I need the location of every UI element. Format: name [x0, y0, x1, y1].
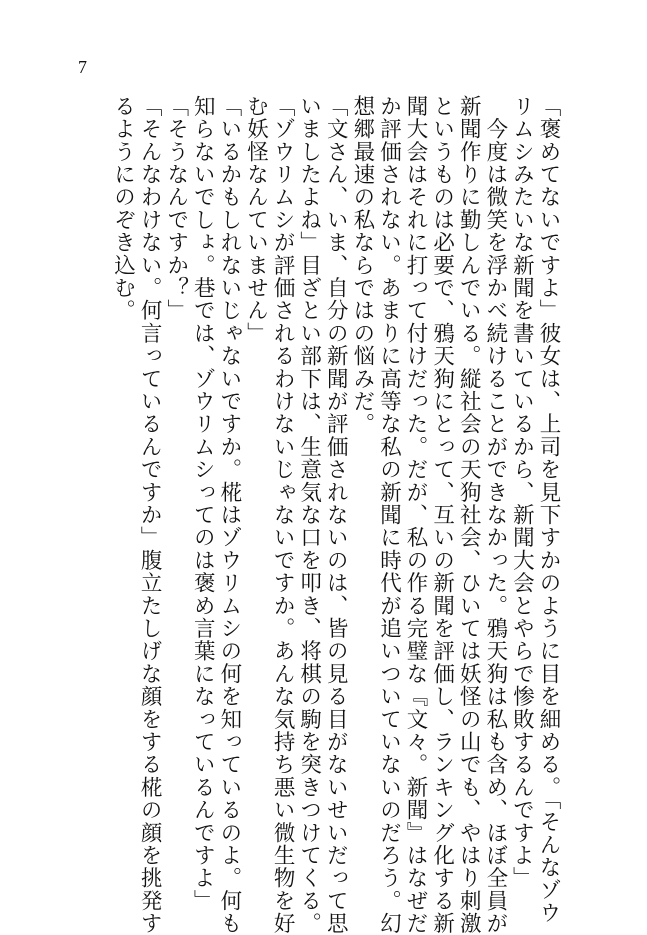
text-line: いましたよね」目ざとい部下は、生意気な口を叩き、将棋の駒を突きつけてくる。 [296, 95, 322, 935]
text-line: リムシみたいな新聞を書いているから、新聞大会とやらで惨敗するんですよ」 [509, 95, 535, 890]
text-line: というものは必要で、鴉天狗にとって、互いの新聞を評価し、ランキング化する新 [429, 95, 455, 935]
text-line: 想郷最速の私ならではの悩みだ。 [349, 95, 375, 436]
text-line: 「文さん、いま、自分の新聞が評価されないのは、皆の見る目がないせいだって思 [323, 95, 349, 935]
text-line: 「そんなわけない。何言っているんですか」腹立たしげな顔をする椛の顔を挑発す [137, 95, 163, 935]
text-line: るようにのぞき込む。 [110, 95, 136, 322]
page-number: 7 [78, 57, 87, 77]
text-line: 知らないでしょ。巷では、ゾウリムシってのは褒め言葉になっているんですよ」 [190, 95, 216, 913]
text-line: 「ゾウリムシが評価されるわけないじゃないですか。あんな気持ち悪い微生物を好 [270, 95, 296, 935]
text-line: か評価されない。あまりに高等な私の新聞に時代が追いついていないのだろう。幻 [376, 95, 402, 935]
text-line: 「いるかもしれないじゃないですか。椛はゾウリムシの何を知っているのよ。何も [216, 95, 242, 935]
text-line: む妖怪なんていません」 [243, 95, 269, 345]
text-line: 「褒めてないですよ」彼女は、上司を見下すかのように目を細める。「そんなゾウ [536, 95, 561, 925]
text-line: 今度は微笑を浮かべ続けることができなかった。鴉天狗は私も含め、ほぼ全員が [482, 95, 508, 935]
text-line: 「そうなんですか？」 [163, 95, 189, 322]
text-line: 新聞作りに勤しんでいる。縦社会の天狗社会、ひいては妖怪の山でも、やはり刺激 [456, 95, 482, 935]
text-line: 聞大会はそれに打って付けだった。だが、私の作る完璧な『文々。新聞』はなぜだ [403, 95, 429, 935]
body-text [109, 95, 561, 935]
